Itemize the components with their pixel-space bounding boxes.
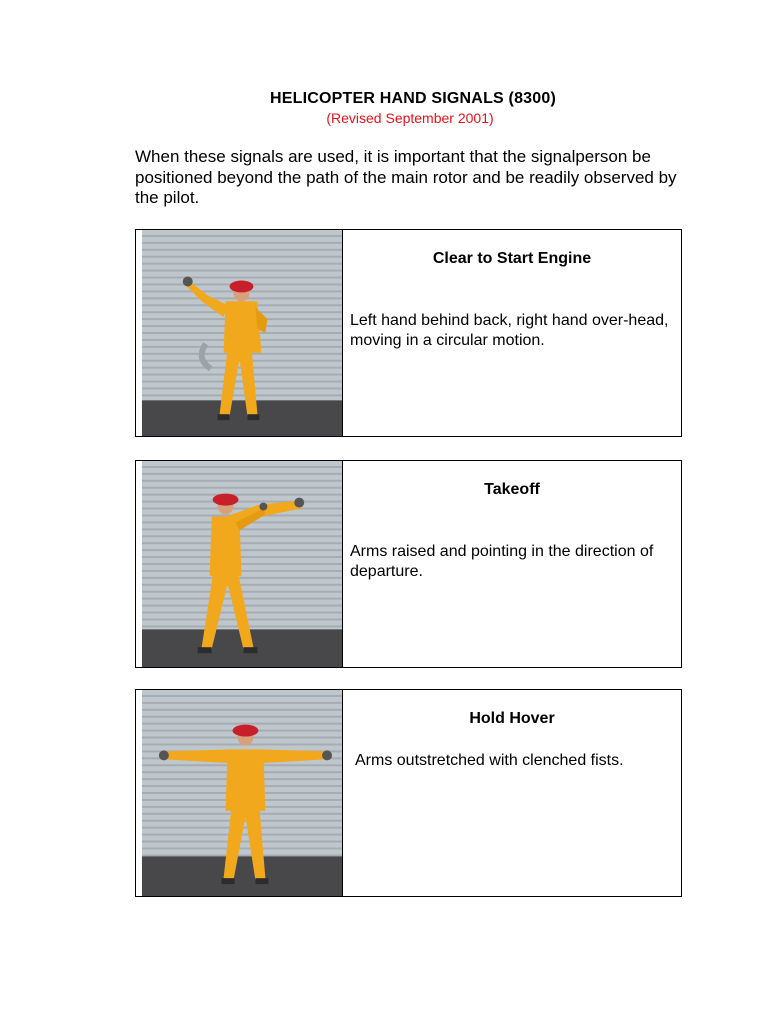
signal-description: Arms outstretched with clenched fists. — [355, 752, 624, 769]
signalperson-right-arm-overhead-photo — [136, 230, 343, 436]
signal-card-clear-to-start — [135, 229, 682, 437]
signal-description-panel — [343, 230, 681, 436]
intro-paragraph: When these signals are used, it is important that the signalperson be positioned beyond the path of the main rotor and be readily observed by the pilot. — [135, 147, 677, 207]
signal-description-panel — [343, 690, 681, 896]
page-subtitle: (Revised September 2001) — [326, 110, 494, 126]
signal-card-hold-hover — [135, 689, 682, 897]
signalperson-arms-pointing-photo — [136, 461, 343, 667]
signalperson-arms-outstretched-photo — [136, 690, 343, 896]
signal-description: Arms raised and pointing in the direction of departure. — [350, 543, 654, 580]
signal-description-panel — [343, 461, 681, 667]
page-title: HELICOPTER HAND SIGNALS (8300) — [269, 90, 557, 107]
signal-description: Left hand behind back, right hand over-head, moving in a circular motion. — [350, 312, 669, 349]
signal-title: Hold Hover — [469, 710, 555, 727]
signal-title: Clear to Start Engine — [432, 250, 592, 267]
signal-title: Takeoff — [484, 481, 540, 498]
signal-card-takeoff — [135, 460, 682, 668]
